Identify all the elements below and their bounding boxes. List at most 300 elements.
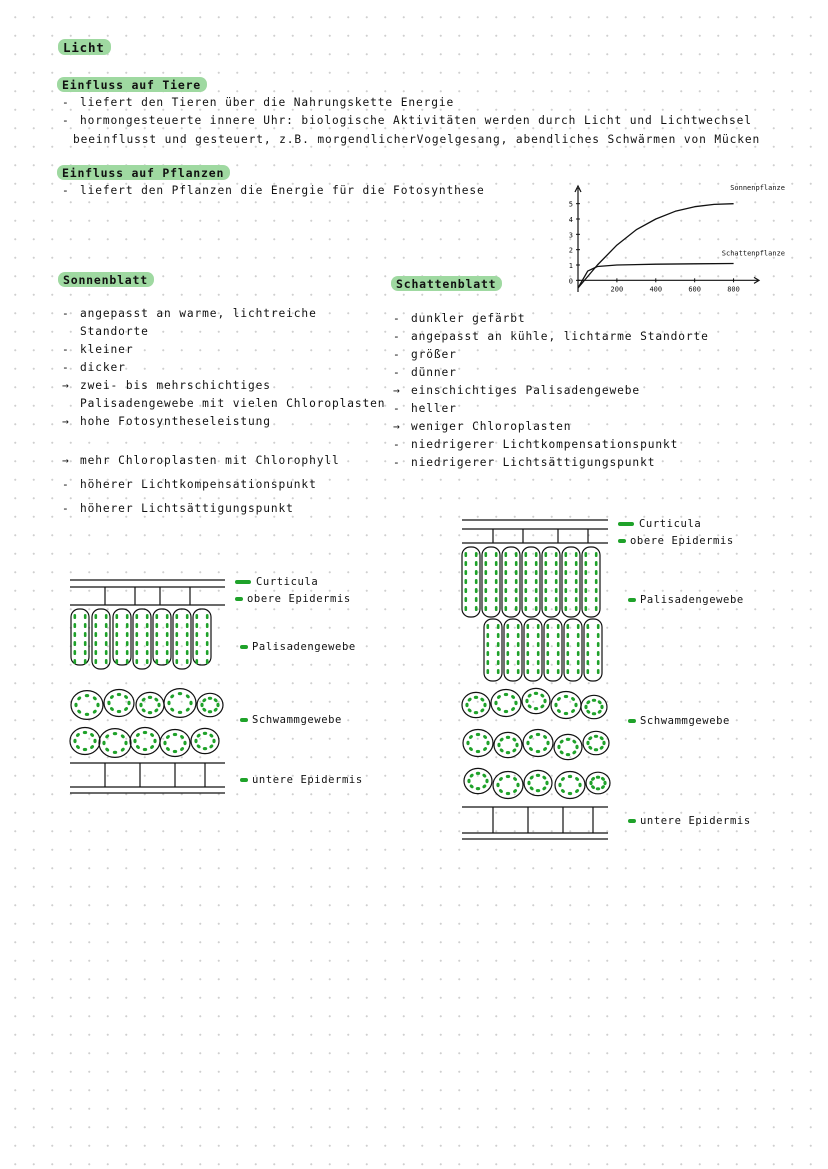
series-label: Sonnenpflanze [730,184,785,192]
chloroplast [475,561,478,566]
chloroplast [534,692,538,695]
chloroplast [545,579,548,584]
chloroplast [495,588,498,593]
chloroplast [600,776,605,781]
chloroplast [84,632,87,637]
chloroplast [587,669,590,674]
chloroplast [507,660,510,665]
chloroplast [505,561,508,566]
chloroplast [202,707,207,712]
chloroplast [575,579,578,584]
chloroplast [497,642,500,647]
list-item-text: dünner [411,366,457,379]
chloroplast [517,669,520,674]
chloroplast [196,623,199,628]
chloroplast [599,736,604,741]
chloroplast [136,614,139,619]
list-item [62,182,485,200]
chloroplast [497,669,500,674]
chloroplast [116,650,119,655]
list-item [393,364,709,382]
chloroplast [465,579,468,584]
chloroplast [209,744,214,749]
chloroplast [557,669,560,674]
chloroplast [186,650,189,655]
chloroplast [527,624,530,629]
chloroplast [536,750,540,753]
bullet-mark: → [393,420,401,433]
list-item [62,497,340,521]
bullet-mark: - [393,312,401,325]
chloroplast [465,588,468,593]
chloroplast [525,561,528,566]
chloroplast [176,650,179,655]
chloroplast [527,642,530,647]
chloroplast [537,642,540,647]
chloroplast [600,705,603,709]
chloroplast [485,579,488,584]
chloroplast [529,786,534,791]
chloroplast [510,706,515,711]
chloroplast [585,597,588,602]
label-curticula-schatten [618,518,701,530]
chloroplast [84,623,87,628]
chloroplast [567,651,570,656]
chloroplast [505,579,508,584]
chloroplast [525,699,528,703]
chloroplast [109,694,114,699]
chloroplast [102,741,105,745]
chloroplast [527,633,530,638]
chloroplast [592,699,596,702]
chloroplast [84,641,87,646]
chloroplast [516,783,519,787]
chloroplast [537,651,540,656]
chloroplast [113,732,117,735]
chloroplast [75,744,80,749]
sonnenblatt-cross-section [65,575,235,800]
chloroplast [74,623,77,628]
chloroplast [186,623,189,628]
chloroplast [567,624,570,629]
chloroplast [146,641,149,646]
chloroplast [567,669,570,674]
chloroplast [559,750,564,755]
list-pflanzen [62,182,485,200]
chloroplast [136,623,139,628]
chloroplast [590,776,595,781]
chloroplast [206,650,209,655]
chart-axes [575,186,759,292]
chloroplast [143,748,147,751]
chloroplast [165,746,170,751]
chloroplast [512,737,517,742]
chloroplast [166,632,169,637]
label-schwammgewebe-schatten [628,715,730,727]
chloroplast [485,561,488,566]
chloroplast [595,597,598,602]
chloroplast [136,632,139,637]
chloroplast [529,775,534,780]
chloroplast [586,741,589,745]
chloroplast [559,739,564,744]
chloroplast [105,650,108,655]
list-schattenblatt [393,310,709,472]
list-item [393,454,709,472]
chloroplast [517,633,520,638]
chloroplast [595,588,598,593]
chloroplast [176,632,179,637]
chloroplast [133,739,136,743]
chloroplast [507,624,510,629]
chloroplast [585,606,588,611]
chloroplast [547,624,550,629]
chloroplast [74,659,77,664]
chloroplast [545,552,548,557]
chloroplast [564,712,568,715]
list-item [62,395,385,413]
heading-tiere: Einfluss auf Tiere [57,77,207,92]
chloroplast [578,783,581,787]
list-item-text: liefert den Pflanzen die Energie für die Fotosynthese [80,184,485,197]
chloroplast [597,642,600,647]
chloroplast [592,712,596,715]
chloroplast [577,660,580,665]
list-item-text: heller [411,402,457,415]
label-schwammgewebe-sonne [240,714,342,726]
chloroplast [497,633,500,638]
chloroplast [566,753,570,756]
chloroplast [186,614,189,619]
chloroplast [555,588,558,593]
chloroplast [517,642,520,647]
chloroplast [208,710,212,713]
chloroplast [73,739,76,743]
chloroplast [603,781,606,785]
chloroplast [540,704,545,709]
chloroplast [475,597,478,602]
leaf-tissue-drawing [70,580,225,793]
chloroplast [482,734,487,739]
chloroplast [179,734,184,739]
chloroplast [588,745,593,750]
heading-pflanzen: Einfluss auf Pflanzen [57,165,230,180]
chloroplast [594,735,598,738]
list-item-text: größer [411,348,457,361]
chloroplast [475,588,478,593]
chloroplast [469,773,474,778]
chloroplast [535,561,538,566]
chloroplast [74,650,77,655]
label-curticula-sonne [235,576,318,588]
bullet-mark: - [62,96,70,109]
chloroplast [527,704,532,709]
chloroplast [536,789,540,792]
list-item-text: dicker [80,361,126,374]
chloroplast [116,659,119,664]
lower-epidermis [462,807,608,833]
chloroplast [141,697,146,702]
chloroplast [213,707,218,712]
label-untere-epidermis-schatten [628,815,751,827]
y-tick-label: 3 [568,231,573,240]
chloroplast [200,703,203,707]
chloroplast [517,624,520,629]
chloroplast [514,701,517,705]
label-text: Schwammgewebe [252,714,342,726]
chloroplast [77,709,82,714]
chloroplast [556,696,561,701]
chloroplast [535,597,538,602]
list-item [393,382,709,400]
chloroplast [135,744,140,749]
chloroplast [74,641,77,646]
list-item-text: niedrigerer Lichtkompensationspunkt [411,438,679,451]
chloroplast [515,588,518,593]
chloroplast [595,606,598,611]
chloroplast [547,633,550,638]
list-sonnenblatt [62,305,385,431]
list-item-text: liefert den Tieren über die Nahrungskette Energie [80,96,455,109]
list-item-text: zwei- bis mehrschichtiges [80,379,271,392]
upper-epidermis [70,587,225,605]
chloroplast [206,641,209,646]
chloroplast [545,597,548,602]
chloroplast [148,696,152,699]
chloroplast [476,787,480,790]
chloroplast [575,561,578,566]
bullet-mark: - [62,361,70,374]
chloroplast [465,606,468,611]
y-tick-label: 1 [568,262,573,270]
chloroplast [597,651,600,656]
x-tick-label: 600 [688,285,701,294]
chloroplast [483,703,486,707]
chloroplast [572,739,577,744]
chloroplast [527,660,530,665]
chloroplast [95,650,98,655]
list-item [62,377,385,395]
chloroplast [597,709,602,714]
chloroplast [534,707,538,710]
chloroplast [146,632,149,637]
chloroplast [499,737,504,742]
chloroplast [545,781,548,785]
chloroplast [185,694,190,699]
chloroplast [206,623,209,628]
chloroplast [512,788,517,793]
chloroplast [89,744,94,749]
chloroplast [176,659,179,664]
chloroplast [555,570,558,575]
label-text: Palisadengewebe [252,641,356,653]
chloroplast [208,697,212,700]
chloroplast [141,708,146,713]
chloroplast [167,701,170,705]
label-marker [235,597,243,601]
chloroplast [157,703,160,707]
chloroplast [543,699,546,703]
chloroplast [599,745,604,750]
chloroplast [547,642,550,647]
chloroplast [596,787,600,790]
list-item-text: höherer Lichtsättigungspunkt [80,502,294,515]
chloroplast [602,741,605,745]
x-tick-label: 200 [610,285,624,294]
chloroplast [465,570,468,575]
chloroplast [105,734,110,739]
chloroplast [469,784,474,789]
list-item [393,346,709,364]
chloroplast [537,624,540,629]
chloroplast [196,659,199,664]
chloroplast [170,694,175,699]
chloroplast [176,614,179,619]
chloroplast [126,641,129,646]
chloroplast [123,706,128,711]
chloroplast [126,632,129,637]
chloroplast [485,606,488,611]
y-tick-label: 2 [568,246,573,255]
chloroplast [597,669,600,674]
chloroplast [570,696,575,701]
chloroplast [595,561,598,566]
chloroplast [587,624,590,629]
chloroplast [498,788,503,793]
chloroplast [116,614,119,619]
chloroplast [84,659,87,664]
chloroplast [126,614,129,619]
chart-legend [722,184,785,257]
chloroplast [545,606,548,611]
chloroplast [124,741,127,745]
page-title: Licht [58,39,111,55]
chloroplast [105,614,108,619]
chloroplast [507,651,510,656]
chloroplast [495,552,498,557]
chloroplast [156,659,159,664]
chloroplast [577,624,580,629]
chloroplast [474,696,478,699]
chloroplast [542,734,547,739]
x-tick-label: 800 [727,285,740,294]
chloroplast [595,570,598,575]
chloroplast [74,703,77,707]
chloroplast [597,633,600,638]
chloroplast [476,772,480,775]
chloroplast [475,606,478,611]
bullet-mark: - [393,456,401,469]
chloroplast [196,733,201,738]
chloroplast [515,606,518,611]
chloroplast [555,606,558,611]
y-tick-label: 0 [568,277,573,286]
chloroplast [565,552,568,557]
chloroplast [487,660,490,665]
chloroplast [465,552,468,557]
chloroplast [146,623,149,628]
chloroplast [585,570,588,575]
chloroplast [506,751,510,754]
chloroplast [74,614,77,619]
lower-epidermis [70,763,225,787]
label-marker [618,522,634,526]
label-palisadengewebe-sonne [240,641,356,653]
list-item-text: hormongesteuerte innere Uhr: biologische Aktivitäten werden durch Licht und Lichtwechsel [80,114,752,127]
chloroplast [575,606,578,611]
chloroplast [95,623,98,628]
chloroplast [154,708,159,713]
list-item [62,323,385,341]
list-item [62,94,752,112]
bullet-mark: - [393,402,401,415]
chloroplast [95,659,98,664]
label-obere-epidermis-schatten [618,535,734,547]
chloroplast [574,703,577,707]
list-item [393,436,709,454]
chloroplast [555,579,558,584]
chloroplast [96,703,99,707]
chloroplast [547,651,550,656]
chloroplast [89,732,94,737]
chloroplast [535,606,538,611]
chloroplast [116,623,119,628]
chloroplast [570,708,575,713]
chloroplast [564,695,568,698]
bullet-mark: - [393,438,401,451]
chloroplast [565,597,568,602]
bullet-mark: → [62,454,70,467]
chloroplast [586,709,591,714]
chloroplast [202,698,207,703]
list-item [393,400,709,418]
list-item [62,112,752,130]
label-text: Schwammgewebe [640,715,730,727]
bullet-mark: → [62,415,70,428]
label-text: Curticula [256,576,319,588]
list-item [62,449,340,473]
chloroplast [485,588,488,593]
chloroplast [575,597,578,602]
chloroplast [557,642,560,647]
bullet-mark: - [62,478,70,491]
chloroplast [93,739,96,743]
x-tick-label: 400 [649,285,663,294]
list-item [62,305,385,323]
chloroplast [467,697,472,702]
chloroplast [526,741,529,745]
chloroplast [203,732,207,735]
list-item-text: mehr Chloroplasten mit Chlorophyll [80,454,340,467]
chloroplast [123,694,128,699]
chloroplast [126,650,129,655]
chloroplast [505,552,508,557]
chloroplast [487,651,490,656]
label-text: untere Epidermis [252,774,363,786]
chloroplast [512,748,517,753]
chloroplast [515,743,518,747]
chloroplast [165,734,170,739]
chloroplast [535,552,538,557]
chloroplast [525,588,528,593]
chloroplast [466,741,469,745]
chloroplast [176,641,179,646]
chloroplast [487,633,490,638]
list-item [393,310,709,328]
chloroplast [170,707,175,712]
chloroplast [507,669,510,674]
chloroplast [75,732,80,737]
